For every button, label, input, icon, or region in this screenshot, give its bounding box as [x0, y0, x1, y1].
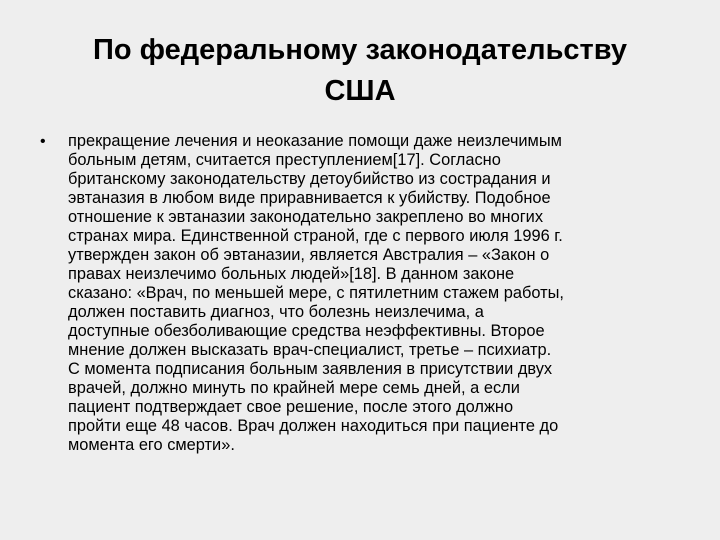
bullet-item: [40, 132, 688, 455]
slide-title: [40, 30, 680, 112]
slide-title-line-2: США: [324, 75, 396, 107]
bullet-icon: •: [40, 133, 46, 150]
slide-title-line-1: По федеральному законодательству: [92, 34, 627, 66]
bullet-text: прекращение лечения и неоказание помощи даже неизлечимым больным детям, считается преступлением[17]. Согласно британскому законодательству детоубийство из сострадания и эвтаназия в любом виде приравнивается к убийству. Подобное отношение к эвтаназии законодательно закреплено во многих странах мира. Единственной страной, где с первого июля 1996 г. утвержден закон об эвтаназии, является Австралия – «Закон о правах неизлечимо больных людей»[18]. В данном законе сказано: «Врач, по меньшей мере, с пятилетним стажем работы, должен поставить диагноз, что болезнь неизлечима, а доступные обезболивающие средства неэффективны. Второе мнение должен высказать врач-специалист, третье – психиатр. С момента подписания больным заявления в присутствии двух врачей, должно минуть по крайней мере семь дней, а если пациент подтверждает свое решение, после этого должно пройти еще 48 часов. Врач должен находиться при пациенте до момента его смерти».: [68, 132, 564, 454]
bullet-list: [40, 132, 688, 455]
